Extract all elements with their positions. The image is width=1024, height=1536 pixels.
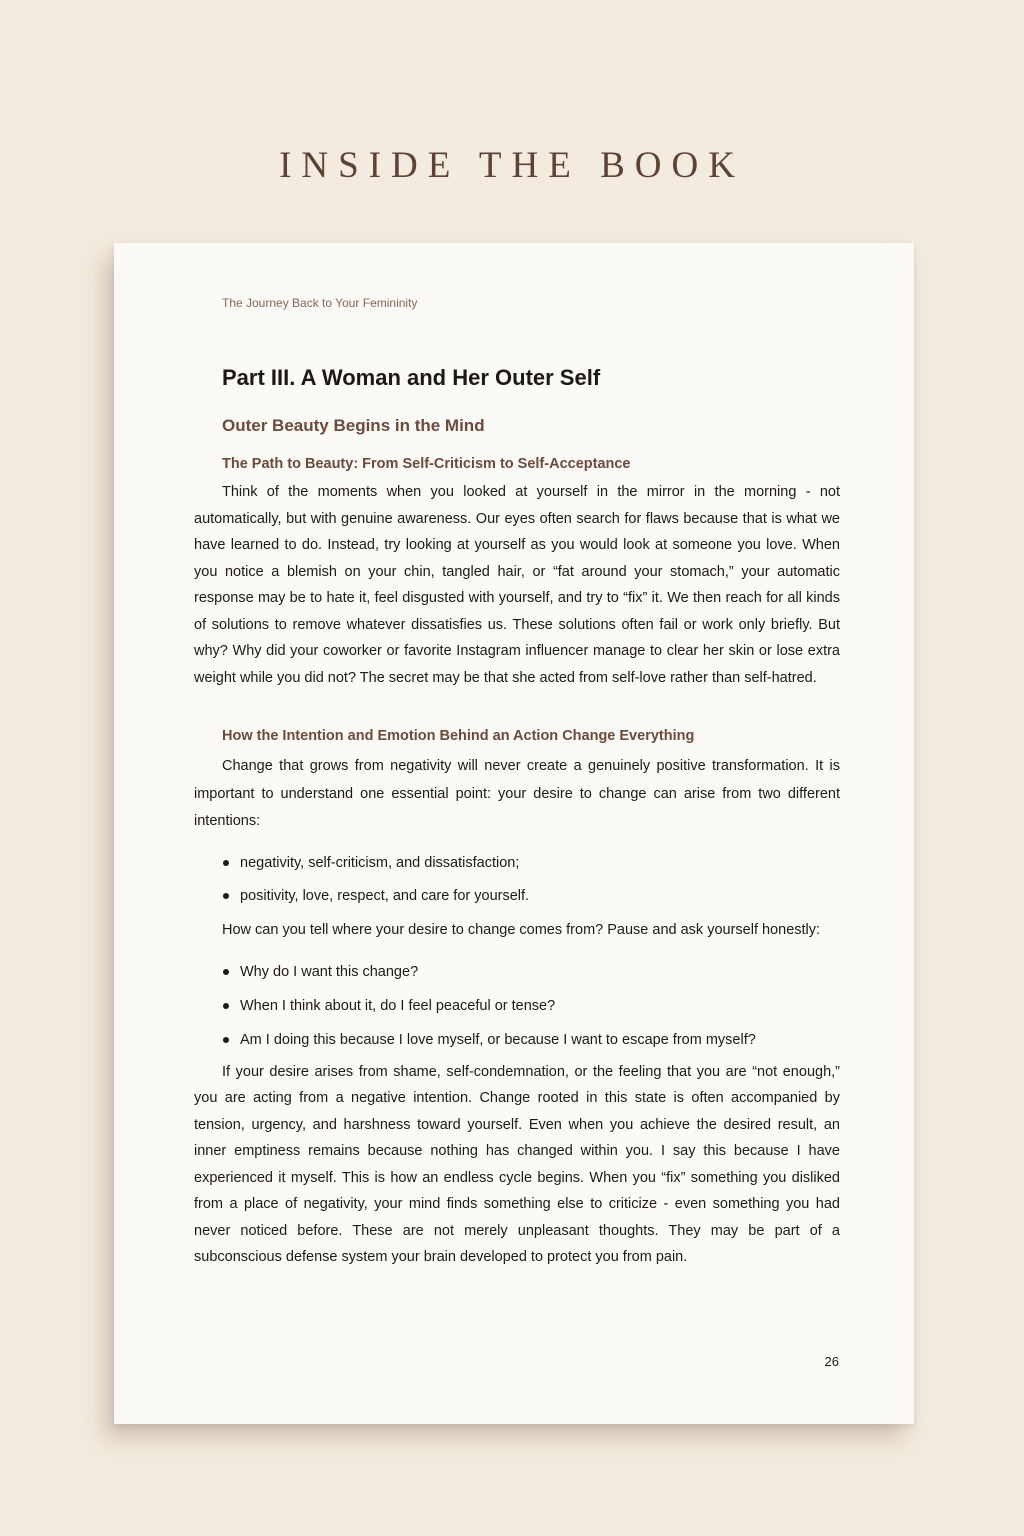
list-item (194, 1030, 840, 1050)
questions-list (194, 962, 840, 1050)
list-item (194, 886, 840, 906)
bullet-icon (223, 1003, 229, 1009)
part-title: Part III. A Woman and Her Outer Self (222, 365, 601, 390)
subheading-path-to-beauty: The Path to Beauty: From Self-Criticism to Self-Acceptance (222, 456, 631, 472)
intentions-list (194, 853, 840, 906)
bullet-icon (223, 969, 229, 975)
list-item (194, 962, 840, 982)
list-item-text: Why do I want this change? (240, 963, 419, 980)
list-item-text: When I think about it, do I feel peaceful or tense? (240, 997, 556, 1014)
list-item (194, 853, 840, 873)
page-body (194, 452, 840, 1271)
running-header: The Journey Back to Your Femininity (222, 296, 418, 310)
paragraph-change: Change that grows from negativity will never create a genuinely positive transformation. It is important to understand one essential point: your desire to change can arise from two different intentions: (194, 758, 840, 830)
list-item-text: positivity, love, respect, and care for yourself. (240, 888, 530, 905)
bullet-icon (223, 893, 229, 899)
paragraph-mirror: Think of the moments when you looked at yourself in the mirror in the morning - not automatically, but with genuine awareness. Our eyes often search for flaws because that is what we have learned to do. Instead, try looking at yourself as you would look at someone you love. When you notice a blemish on your chin, tangled hair, or “fat around your stomach,” your automatic response may be to hate it, feel disgusted with yourself, and try to “fix” it. We then reach for all kinds of solutions to remove whatever dissatisfies us. These solutions often fail or work only briefly. But why? Why did your coworker or favorite Instagram influencer manage to clear her skin or lose extra weight while you did not? The secret may be that she acted from self-love rather than self-hatred. (194, 484, 840, 686)
section-title: Outer Beauty Begins in the Mind (222, 416, 485, 435)
paragraph-ask-yourself: How can you tell where your desire to change comes from? Pause and ask yourself honestly: (222, 922, 821, 939)
bullet-icon (223, 1037, 229, 1043)
banner-title: INSIDE THE BOOK (279, 145, 745, 186)
paragraph-negative-intention: If your desire arises from shame, self-condemnation, or the feeling that you are “not enough,” you are acting from a negative intention. Change rooted in this state is often accompanied by tension, urgency, and harshness toward yourself. Even when you achieve the desired result, an inner emptiness remains because nothing has changed within you. I say this because I have experienced it myself. This is how an endless cycle begins. When you “fix” something you disliked from a place of negativity, your mind finds something else to criticize - even something you had never noticed before. These are not merely unpleasant thoughts. They may be part of a subconscious defense system your brain developed to protect you from pain. (194, 1063, 840, 1266)
bullet-icon (223, 860, 229, 866)
page-number: 26 (824, 1354, 839, 1369)
list-item (194, 996, 840, 1016)
subheading-intention: How the Intention and Emotion Behind an Action Change Everything (222, 728, 695, 744)
list-item-text: negativity, self-criticism, and dissatisfaction; (240, 855, 520, 872)
list-item-text: Am I doing this because I love myself, or because I want to escape from myself? (240, 1031, 756, 1048)
book-page (114, 243, 914, 1424)
